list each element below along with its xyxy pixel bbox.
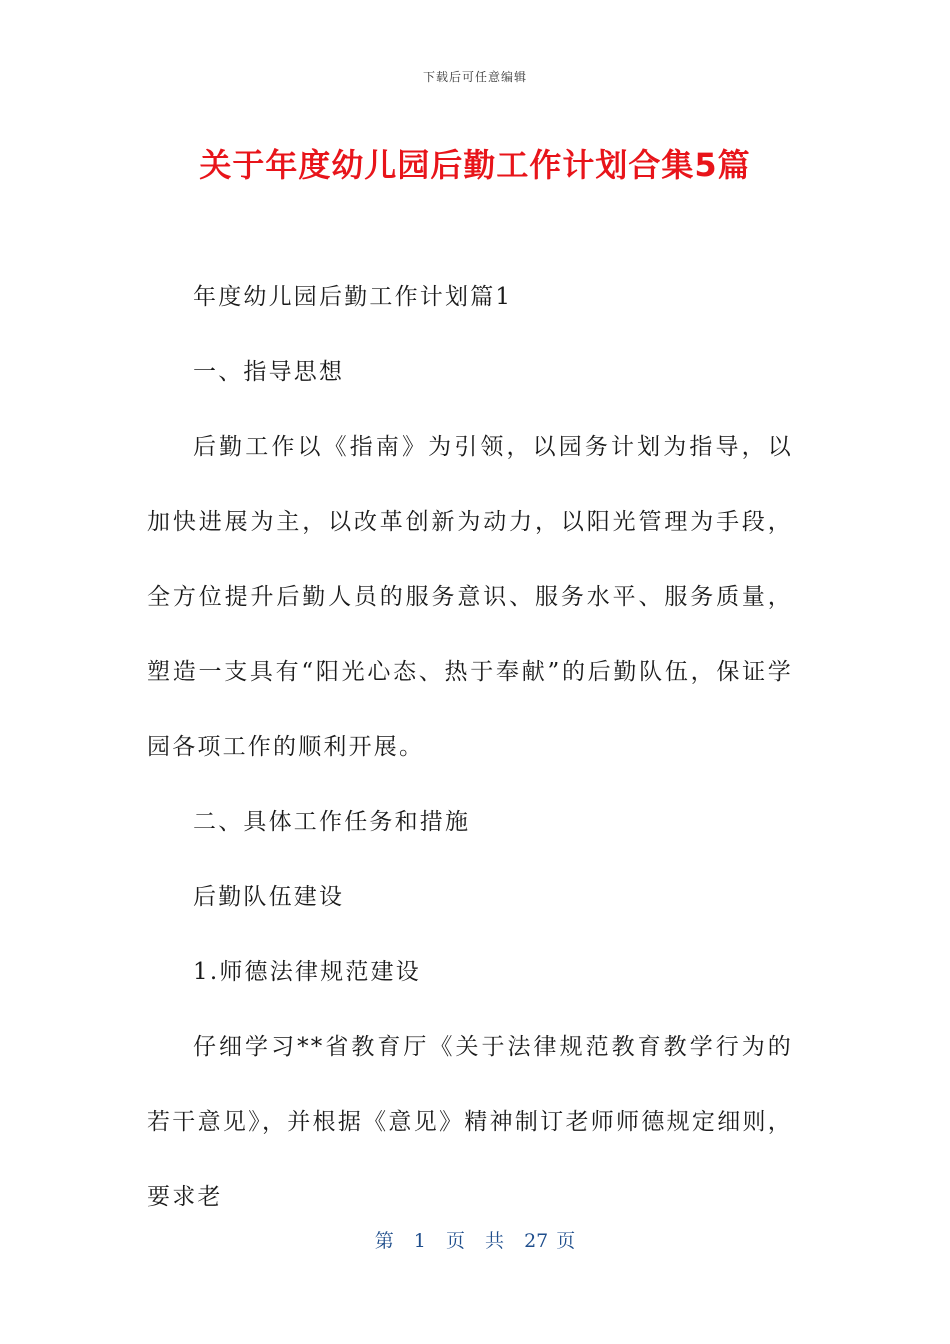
subheading-ethics-standards: 1.师德法律规范建设 [193, 959, 421, 985]
header-note: 下载后可任意编辑 [422, 70, 527, 84]
footer-total-pages: 27 [524, 1230, 549, 1252]
subheading-guiding-ideology: 一、指导思想 [193, 359, 345, 385]
subheading-team-building: 后勤队伍建设 [193, 884, 345, 910]
footer-label-di: 第 [374, 1230, 394, 1252]
page-footer [0, 1226, 950, 1253]
footer-label-ye: 页 [445, 1230, 465, 1252]
paragraph-guiding-ideology: 后勤工作以《指南》为引领，以园务计划为指导，以加快进展为主，以改革创新为动力，以阳光管理为手段，全方位提升后勤人员的服务意识、服务水平、服务质量，塑造一支具有“阳光心态、热于奉献”的后勤队伍，保证学园各项工作的顺利开展。 [147, 434, 793, 760]
section-heading: 年度幼儿园后勤工作计划篇1 [193, 284, 513, 310]
subheading-tasks-measures: 二、具体工作任务和措施 [193, 809, 471, 835]
paragraph-ethics-standards: 仔细学习**省教育厅《关于法律规范教育教学行为的若干意见》，并根据《意见》精神制订老师师德规定细则，要求老 [147, 1034, 793, 1210]
footer-label-gong: 共 [485, 1230, 505, 1252]
footer-current-page: 1 [413, 1230, 426, 1252]
footer-label-ye-total: 页 [556, 1230, 576, 1252]
document-title: 关于年度幼儿园后勤工作计划合集5篇 [199, 146, 751, 184]
document-body [147, 260, 793, 1235]
